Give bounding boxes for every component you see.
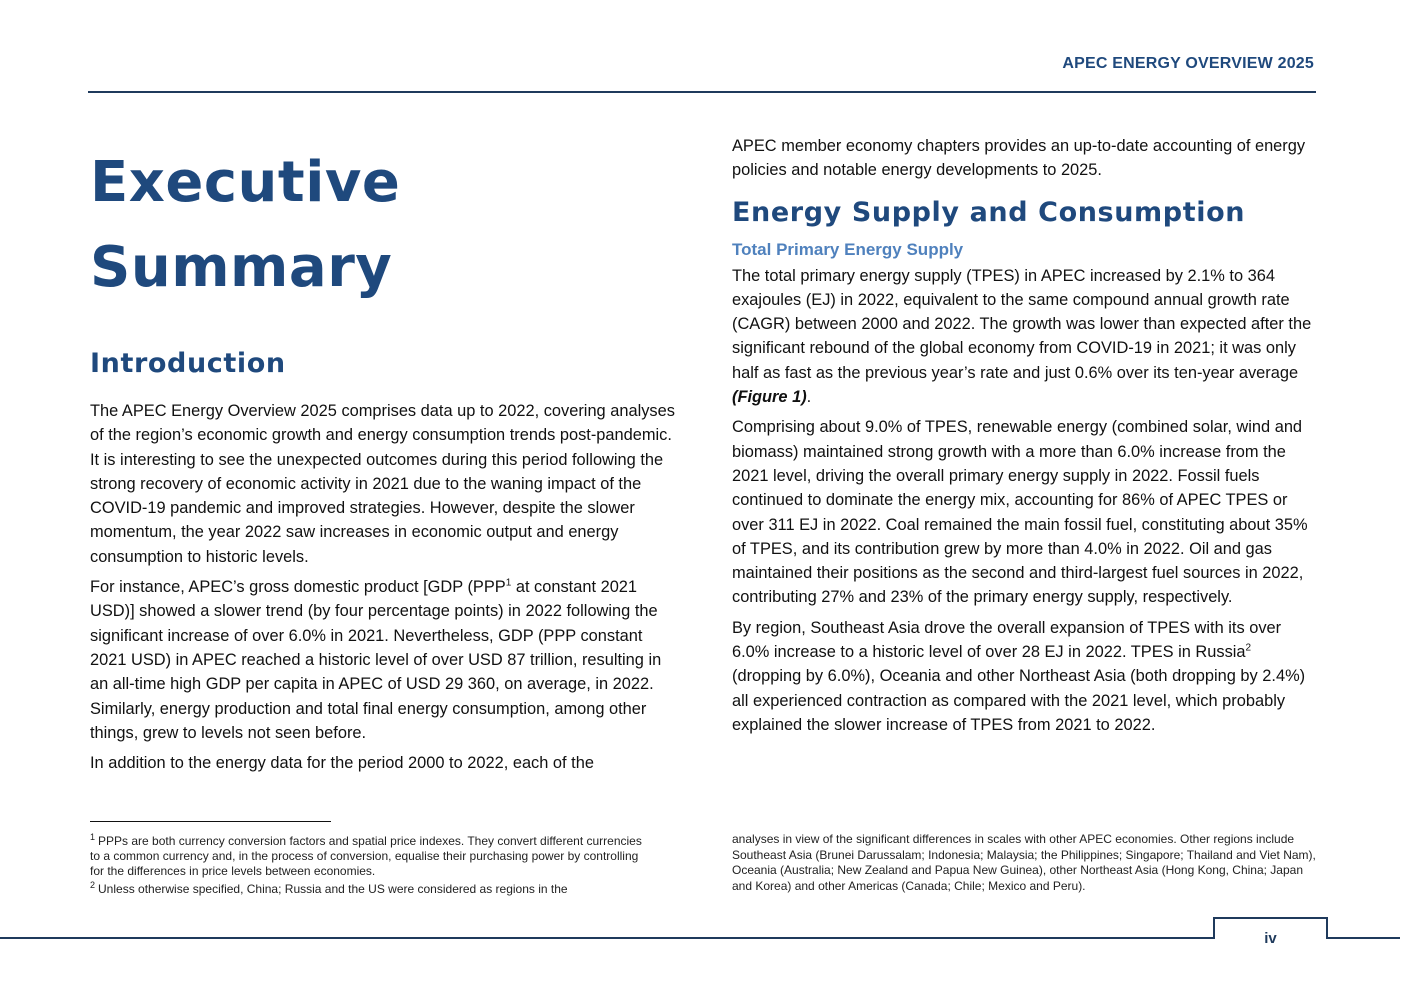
- intro-paragraph-3: In addition to the energy data for the period 2000 to 2022, each of the: [90, 754, 594, 773]
- left-column: [90, 140, 675, 781]
- right-column: [732, 134, 1320, 743]
- page-title: [90, 140, 675, 310]
- footnote-2-continued: analyses in view of the significant differences in scales with other APEC economies. Other regions include Southeast Asia (Brunei Darussalam; Indonesia; Malaysia; the Philippines; Singapore; Thailand and Viet Nam), Oceania (Australia; New Zealand and Papua New Guinea), other Northeast Asia (Hong Kong, China; Japan and Korea) and other Americas (Canada; Chile; Mexico and Peru).: [732, 832, 1316, 893]
- page-number: iv: [1264, 930, 1277, 947]
- intro-paragraph-2-text-b: at constant 2021 USD)] showed a slower trend (by four percentage points) in 2022 following the significant increase of over 6.0% in 2021. Nevertheless, GDP (PPP constant 2021 USD) in APEC reached a historic level of over USD 87 trillion, resulting in an all-time high GDP per capita in APEC of USD 29 360, on average, in 2022. Similarly, energy production and total final energy consumption, among other things, grew to levels not seen before.: [90, 578, 662, 742]
- figure-1-reference[interactable]: (Figure 1): [732, 388, 807, 407]
- page-title-line-1: Executive: [90, 150, 401, 215]
- tpes-paragraph-3-text-a: By region, Southeast Asia drove the overall expansion of TPES with its over 6.0% increase to a historic level of over 28 EJ in 2022. TPES in Russia: [732, 618, 1282, 662]
- tpes-subheading: Total Primary Energy Supply: [732, 239, 964, 259]
- intro-paragraph-2-text-a: For instance, APEC’s gross domestic product [GDP (PPP: [90, 578, 506, 597]
- tpes-paragraph-1-text-a: The total primary energy supply (TPES) in APEC increased by 2.1% to 364 exajoules (EJ) in 2022, equivalent to the same compound annual growth rate (CAGR) between 2000 and 2022. The growth was lower than expected after the significant rebound of the global economy from COVID-19 in 2021; it was only half as fast as the previous year’s rate and just 0.6% over its ten-year average: [732, 266, 1312, 382]
- footnote-2-text: Unless otherwise specified, China; Russia and the US were considered as regions in the: [98, 882, 568, 896]
- footnote-1: [90, 834, 650, 879]
- introduction-heading: Introduction: [90, 348, 286, 379]
- intro-paragraph-2: [90, 575, 675, 745]
- footnote-ref-1[interactable]: 1: [505, 577, 512, 589]
- tpes-paragraph-3-text-b: (dropping by 6.0%), Oceania and other Northeast Asia (both dropping by 2.4%) all experienced contraction as compared with the 2021 level, which probably explained the slower increase of TPES from 2021 to 2022.: [732, 667, 1306, 734]
- footer-rule-right: [1326, 937, 1400, 939]
- tpes-paragraph-2: Comprising about 9.0% of TPES, renewable energy (combined solar, wind and biomass) maintained strong growth with a more than 6.0% increase from the 2021 level, driving the overall primary energy supply in 2022. Fossil fuels continued to dominate the energy mix, accounting for 86% of APEC TPES or over 311 EJ in 2022. Coal remained the main fossil fuel, constituting about 35% of TPES, and its contribution grew by more than 4.0% in 2022. Oil and gas maintained their positions as the second and third-largest fuel sources in 2022, contributing 27% and 23% of the primary energy supply, respectively.: [732, 418, 1308, 607]
- tpes-paragraph-1: [732, 264, 1320, 410]
- footnote-2-number: 2: [90, 880, 96, 890]
- intro-paragraph-1: The APEC Energy Overview 2025 comprises data up to 2022, covering analyses of the region’s economic growth and energy consumption trends post-pandemic. It is interesting to see the unexpected outcomes during this period following the strong recovery of economic activity in 2021 due to the waning impact of the COVID-19 pandemic and improved strategies. However, despite the slower momentum, the year 2022 saw increases in economic output and energy consumption to historic levels.: [90, 402, 675, 566]
- footer-rule-left: [0, 937, 1215, 939]
- footnote-separator: [90, 821, 331, 822]
- tpes-paragraph-3: [732, 616, 1320, 737]
- footnotes: [90, 834, 650, 900]
- footnote-1-text: PPPs are both currency conversion factors and spatial price indexes. They convert different currencies to a common currency and, in the process of conversion, equalise their purchasing power by controlling for the differences in price levels between economies.: [90, 834, 642, 878]
- continued-paragraph: APEC member economy chapters provides an up-to-date accounting of energy policies and notable energy developments to 2025.: [732, 137, 1306, 180]
- tpes-paragraph-1-text-b: .: [806, 388, 812, 407]
- footnote-1-number: 1: [90, 832, 96, 842]
- energy-supply-heading: Energy Supply and Consumption: [732, 196, 1246, 228]
- running-header: APEC ENERGY OVERVIEW 2025: [1062, 55, 1314, 72]
- footnote-ref-2[interactable]: 2: [1245, 642, 1252, 654]
- header-rule: [88, 91, 1316, 93]
- page-title-line-2: Summary: [90, 235, 393, 300]
- footnote-2: [90, 882, 650, 897]
